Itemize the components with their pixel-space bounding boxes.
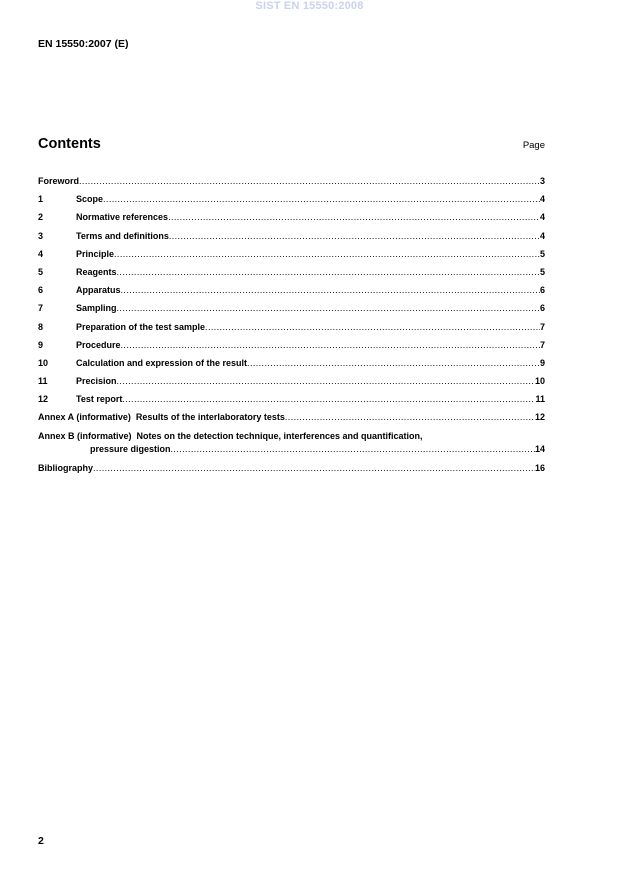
toc-entry-page: 16 xyxy=(534,462,545,473)
toc-entry-title: Scope xyxy=(76,194,104,205)
toc-entry-page: 6 xyxy=(539,303,545,314)
toc-entry-annex-a[interactable] xyxy=(38,411,545,429)
watermark: SIST EN 15550:2008 xyxy=(255,0,364,12)
toc-entry-clause-6[interactable] xyxy=(38,284,545,302)
toc-entry-clause-11[interactable] xyxy=(38,375,545,393)
toc-entry-clause-2[interactable] xyxy=(38,211,545,229)
toc-entry-annex-b[interactable] xyxy=(38,430,545,456)
toc-entry-page: 6 xyxy=(539,285,545,296)
toc-entry-page: 12 xyxy=(534,412,545,423)
toc-leader-dots xyxy=(121,284,540,297)
toc-entry-title: Precision xyxy=(76,376,117,387)
toc-entry-clause-8[interactable] xyxy=(38,321,545,339)
page-number: 2 xyxy=(38,835,44,847)
toc-entry-page: 5 xyxy=(539,266,545,277)
toc-entry-title: Apparatus xyxy=(76,285,121,296)
toc-leader-dots xyxy=(121,339,540,352)
toc-entry-title: Principle xyxy=(76,248,115,259)
toc-entry-title: Normative references xyxy=(76,212,169,223)
toc-leader-dots xyxy=(168,211,540,224)
toc-entry-title: Reagents xyxy=(76,266,117,277)
toc-entry-title: Preparation of the test sample xyxy=(76,321,206,332)
toc-entry-title: Calculation and expression of the result xyxy=(76,357,248,368)
toc-leader-dots xyxy=(169,230,540,243)
toc-leader-dots xyxy=(114,248,540,261)
toc-entry-page: 10 xyxy=(534,376,545,387)
document-id: EN 15550:2007 (E) xyxy=(38,38,129,50)
toc-entry-title: Test report xyxy=(76,394,123,405)
toc-entry-title: Annex A (informative) Results of the interlaboratory tests xyxy=(38,412,285,423)
toc-entry-number: 7 xyxy=(38,303,44,314)
toc-entry-title: Sampling xyxy=(76,303,117,314)
toc-entry-number: 9 xyxy=(38,339,44,350)
toc-leader-dots xyxy=(103,193,540,206)
toc-leader-dots xyxy=(117,266,540,279)
toc-entry-page: 9 xyxy=(539,357,545,368)
toc-entry-page: 14 xyxy=(534,443,545,454)
toc-entry-foreword[interactable] xyxy=(38,175,545,193)
toc-entry-page: 7 xyxy=(539,321,545,332)
toc-entry-page: 11 xyxy=(535,394,545,405)
toc-leader-dots xyxy=(79,175,540,188)
toc-entry-number: 3 xyxy=(38,230,44,241)
toc-entry-title: Bibliography xyxy=(38,462,94,473)
toc-entry-number: 4 xyxy=(38,248,44,259)
toc-entry-clause-4[interactable] xyxy=(38,248,545,266)
toc-entry-clause-7[interactable] xyxy=(38,302,545,320)
toc-leader-dots xyxy=(93,462,535,475)
toc-entry-page: 4 xyxy=(539,194,545,205)
toc-entry-title-line2: pressure digestion xyxy=(90,443,171,454)
toc-entry-page: 5 xyxy=(539,248,545,259)
table-of-contents xyxy=(38,175,545,480)
toc-entry-title: Foreword xyxy=(38,176,80,186)
toc-entry-title: Terms and definitions xyxy=(76,230,169,241)
toc-entry-title: Procedure xyxy=(76,339,121,350)
toc-entry-number: 11 xyxy=(38,376,48,387)
toc-leader-dots xyxy=(117,375,535,388)
toc-entry-title: Annex B (informative) Notes on the detection technique, interferences and quantification, xyxy=(38,430,423,441)
toc-entry-continuation xyxy=(38,443,545,456)
toc-entry-number: 1 xyxy=(38,194,44,205)
toc-entry-clause-9[interactable] xyxy=(38,339,545,357)
toc-entry-number: 8 xyxy=(38,321,44,332)
toc-entry-clause-12[interactable] xyxy=(38,393,545,411)
toc-entry-page: 3 xyxy=(539,176,545,186)
toc-leader-dots xyxy=(285,411,535,424)
toc-entry-number: 12 xyxy=(38,394,49,405)
toc-leader-dots xyxy=(205,321,540,334)
toc-entry-clause-5[interactable] xyxy=(38,266,545,284)
toc-entry-number: 10 xyxy=(38,357,49,368)
contents-heading: Contents xyxy=(38,136,101,152)
toc-entry-number: 5 xyxy=(38,266,44,277)
toc-leader-dots xyxy=(247,357,540,370)
toc-entry-clause-10[interactable] xyxy=(38,357,545,375)
toc-leader-dots xyxy=(117,302,540,315)
toc-entry-number: 6 xyxy=(38,285,44,296)
toc-entry-clause-3[interactable] xyxy=(38,230,545,248)
toc-entry-clause-1[interactable] xyxy=(38,193,545,211)
toc-entry-page: 7 xyxy=(539,339,545,350)
toc-entry-bibliography[interactable] xyxy=(38,462,545,480)
toc-leader-dots xyxy=(171,443,535,456)
toc-leader-dots xyxy=(122,393,535,406)
toc-entry-page: 4 xyxy=(539,230,545,241)
page-column-label: Page xyxy=(522,140,545,151)
toc-entry-page: 4 xyxy=(539,212,545,223)
toc-entry-number: 2 xyxy=(38,212,44,223)
